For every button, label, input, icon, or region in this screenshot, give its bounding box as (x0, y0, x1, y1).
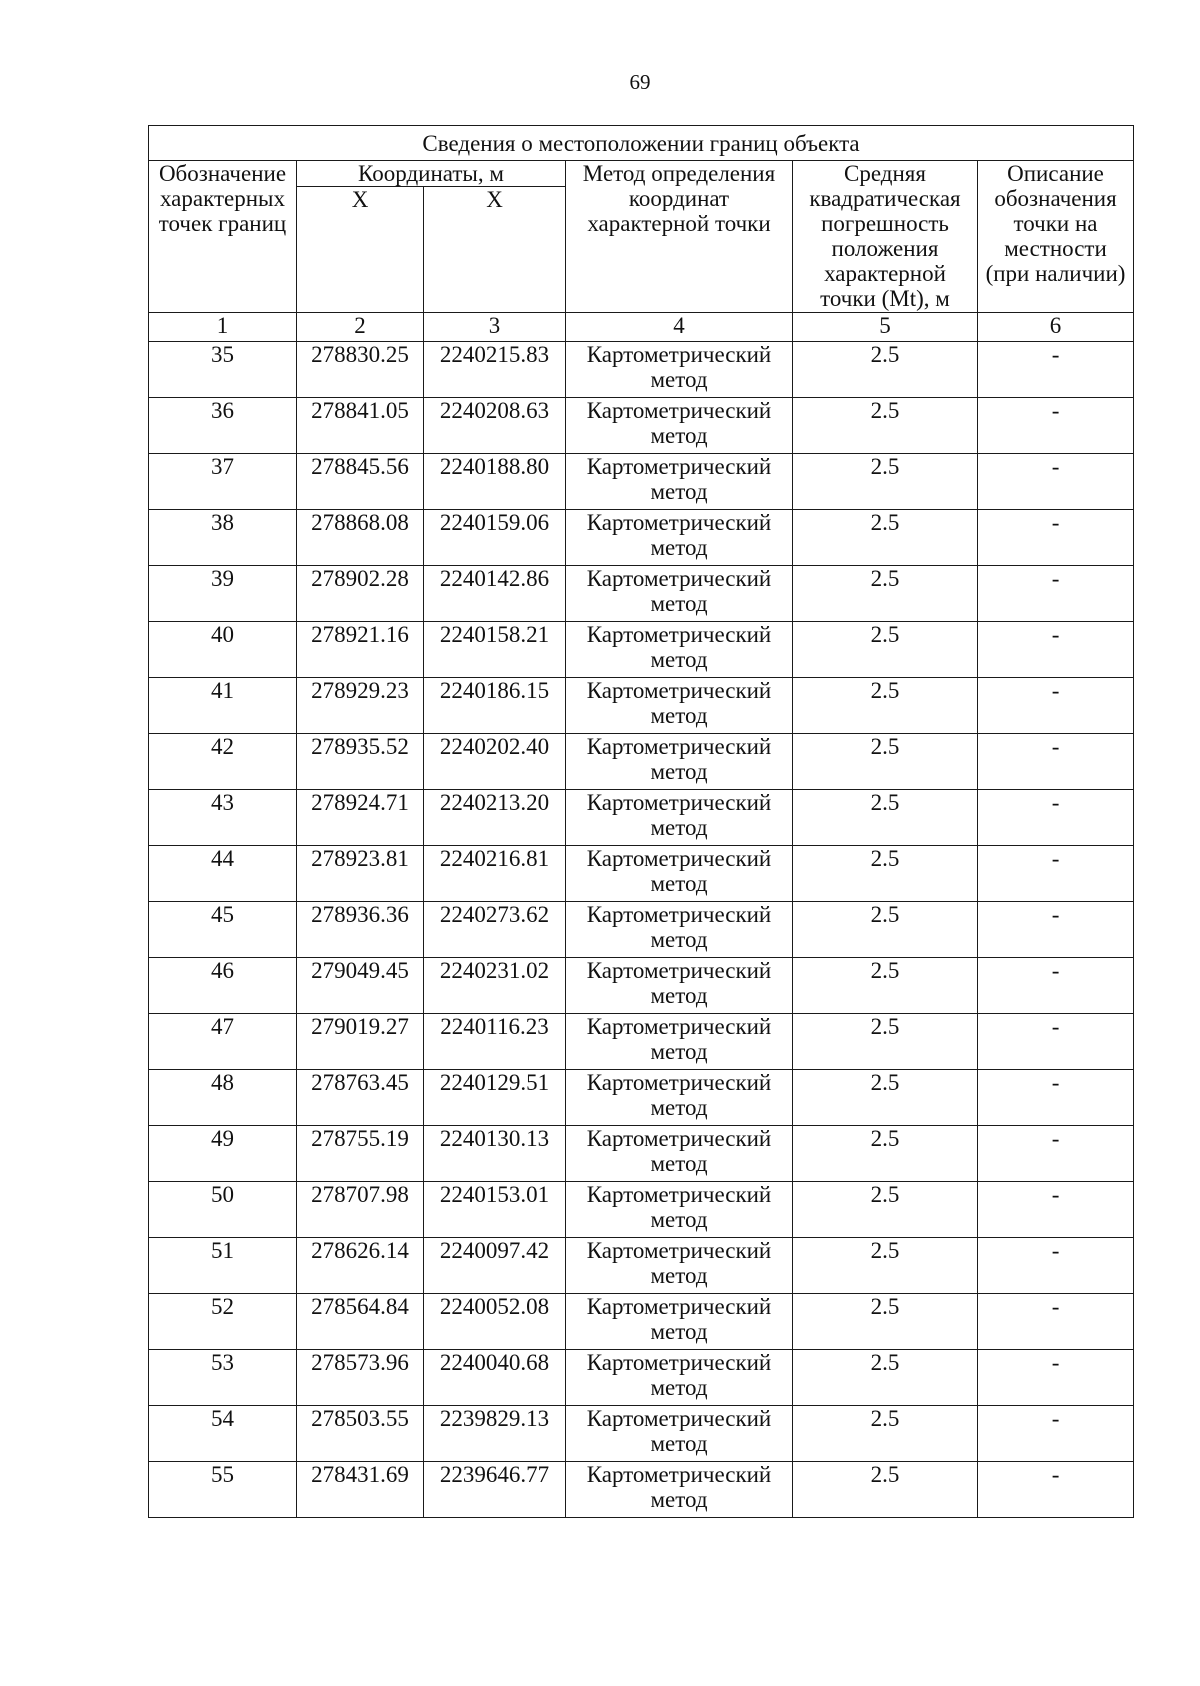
method-cell: Картометрический метод (566, 622, 793, 678)
table-row (149, 902, 1134, 958)
coord-x-cell: 278626.14 (297, 1238, 424, 1294)
table-row (149, 1182, 1134, 1238)
method-cell: Картометрический метод (566, 790, 793, 846)
header-method: Метод определения координат характерной точки (566, 161, 793, 313)
header-description: Описание обозначения точки на местности (при наличии) (978, 161, 1134, 313)
table-row (149, 454, 1134, 510)
description-cell: - (978, 1294, 1134, 1350)
coord-x-cell: 278755.19 (297, 1126, 424, 1182)
method-cell: Картометрический метод (566, 566, 793, 622)
table-row (149, 846, 1134, 902)
coord-y-cell: 2240273.62 (424, 902, 566, 958)
error-cell: 2.5 (793, 1070, 978, 1126)
table-row (149, 734, 1134, 790)
coord-y-cell: 2240208.63 (424, 398, 566, 454)
error-cell: 2.5 (793, 790, 978, 846)
table-row (149, 622, 1134, 678)
method-cell: Картометрический метод (566, 1182, 793, 1238)
coord-x-cell: 278763.45 (297, 1070, 424, 1126)
method-cell: Картометрический метод (566, 454, 793, 510)
coord-x-cell: 278923.81 (297, 846, 424, 902)
description-cell: - (978, 398, 1134, 454)
coord-x-cell: 278868.08 (297, 510, 424, 566)
point-cell: 53 (149, 1350, 297, 1406)
method-cell: Картометрический метод (566, 1350, 793, 1406)
column-number: 5 (793, 313, 978, 342)
method-cell: Картометрический метод (566, 958, 793, 1014)
description-cell: - (978, 902, 1134, 958)
error-cell: 2.5 (793, 846, 978, 902)
table-row (149, 1126, 1134, 1182)
header-coords: Координаты, м (297, 161, 566, 187)
coord-y-cell: 2240158.21 (424, 622, 566, 678)
method-cell: Картометрический метод (566, 902, 793, 958)
coord-x-cell: 278936.36 (297, 902, 424, 958)
table-row (149, 510, 1134, 566)
column-number: 1 (149, 313, 297, 342)
coord-y-cell: 2240129.51 (424, 1070, 566, 1126)
point-cell: 37 (149, 454, 297, 510)
coord-x-cell: 279019.27 (297, 1014, 424, 1070)
coord-y-cell: 2240142.86 (424, 566, 566, 622)
description-cell: - (978, 790, 1134, 846)
point-cell: 40 (149, 622, 297, 678)
point-cell: 49 (149, 1126, 297, 1182)
coord-x-cell: 278929.23 (297, 678, 424, 734)
error-cell: 2.5 (793, 622, 978, 678)
header-x2: X (424, 187, 566, 313)
error-cell: 2.5 (793, 1126, 978, 1182)
description-cell: - (978, 1070, 1134, 1126)
header-point: Обозначение характерных точек границ (149, 161, 297, 313)
description-cell: - (978, 1462, 1134, 1518)
error-cell: 2.5 (793, 510, 978, 566)
column-number: 3 (424, 313, 566, 342)
coord-x-cell: 278845.56 (297, 454, 424, 510)
method-cell: Картометрический метод (566, 342, 793, 398)
description-cell: - (978, 1182, 1134, 1238)
table-row (149, 1462, 1134, 1518)
point-cell: 36 (149, 398, 297, 454)
coord-y-cell: 2240153.01 (424, 1182, 566, 1238)
point-cell: 46 (149, 958, 297, 1014)
point-cell: 54 (149, 1406, 297, 1462)
point-cell: 41 (149, 678, 297, 734)
coord-y-cell: 2239646.77 (424, 1462, 566, 1518)
column-number: 2 (297, 313, 424, 342)
point-cell: 39 (149, 566, 297, 622)
coord-x-cell: 278921.16 (297, 622, 424, 678)
coord-x-cell: 278503.55 (297, 1406, 424, 1462)
description-cell: - (978, 622, 1134, 678)
coord-x-cell: 278902.28 (297, 566, 424, 622)
point-cell: 42 (149, 734, 297, 790)
description-cell: - (978, 454, 1134, 510)
error-cell: 2.5 (793, 398, 978, 454)
error-cell: 2.5 (793, 1406, 978, 1462)
error-cell: 2.5 (793, 1182, 978, 1238)
error-cell: 2.5 (793, 1462, 978, 1518)
method-cell: Картометрический метод (566, 678, 793, 734)
coord-y-cell: 2240188.80 (424, 454, 566, 510)
description-cell: - (978, 510, 1134, 566)
error-cell: 2.5 (793, 1014, 978, 1070)
error-cell: 2.5 (793, 1350, 978, 1406)
point-cell: 43 (149, 790, 297, 846)
table-title: Сведения о местоположении границ объекта (149, 126, 1134, 161)
coord-x-cell: 278924.71 (297, 790, 424, 846)
point-cell: 44 (149, 846, 297, 902)
error-cell: 2.5 (793, 454, 978, 510)
table-row (149, 342, 1134, 398)
coord-x-cell: 278707.98 (297, 1182, 424, 1238)
table-row (149, 1070, 1134, 1126)
point-cell: 52 (149, 1294, 297, 1350)
error-cell: 2.5 (793, 734, 978, 790)
method-cell: Картометрический метод (566, 398, 793, 454)
table-row (149, 566, 1134, 622)
method-cell: Картометрический метод (566, 1126, 793, 1182)
coord-x-cell: 278841.05 (297, 398, 424, 454)
error-cell: 2.5 (793, 958, 978, 1014)
table-row (149, 1350, 1134, 1406)
coord-x-cell: 278573.96 (297, 1350, 424, 1406)
table-row (149, 1294, 1134, 1350)
table-row (149, 1406, 1134, 1462)
column-number: 4 (566, 313, 793, 342)
point-cell: 47 (149, 1014, 297, 1070)
coord-x-cell: 278431.69 (297, 1462, 424, 1518)
point-cell: 38 (149, 510, 297, 566)
point-cell: 51 (149, 1238, 297, 1294)
description-cell: - (978, 1406, 1134, 1462)
description-cell: - (978, 1350, 1134, 1406)
page-number: 69 (629, 70, 651, 94)
table-body (149, 342, 1134, 1518)
method-cell: Картометрический метод (566, 510, 793, 566)
table-row (149, 398, 1134, 454)
coord-x-cell: 278830.25 (297, 342, 424, 398)
column-number: 6 (978, 313, 1134, 342)
description-cell: - (978, 958, 1134, 1014)
point-cell: 50 (149, 1182, 297, 1238)
table-row (149, 790, 1134, 846)
coord-y-cell: 2240159.06 (424, 510, 566, 566)
description-cell: - (978, 734, 1134, 790)
point-cell: 55 (149, 1462, 297, 1518)
description-cell: - (978, 1014, 1134, 1070)
coord-y-cell: 2240231.02 (424, 958, 566, 1014)
method-cell: Картометрический метод (566, 1238, 793, 1294)
description-cell: - (978, 342, 1134, 398)
coord-y-cell: 2240040.68 (424, 1350, 566, 1406)
method-cell: Картометрический метод (566, 1406, 793, 1462)
coord-y-cell: 2240116.23 (424, 1014, 566, 1070)
error-cell: 2.5 (793, 1238, 978, 1294)
coord-y-cell: 2240130.13 (424, 1126, 566, 1182)
description-cell: - (978, 846, 1134, 902)
table-row (149, 678, 1134, 734)
coord-x-cell: 279049.45 (297, 958, 424, 1014)
error-cell: 2.5 (793, 678, 978, 734)
coord-y-cell: 2240202.40 (424, 734, 566, 790)
error-cell: 2.5 (793, 566, 978, 622)
method-cell: Картометрический метод (566, 1294, 793, 1350)
table-row (149, 1238, 1134, 1294)
description-cell: - (978, 1238, 1134, 1294)
coord-y-cell: 2240186.15 (424, 678, 566, 734)
table-row (149, 958, 1134, 1014)
boundary-points-table (148, 125, 1134, 1518)
error-cell: 2.5 (793, 1294, 978, 1350)
column-numbers-row (149, 313, 1134, 342)
coord-y-cell: 2240213.20 (424, 790, 566, 846)
header-x1: X (297, 187, 424, 313)
coord-y-cell: 2240216.81 (424, 846, 566, 902)
point-cell: 45 (149, 902, 297, 958)
point-cell: 35 (149, 342, 297, 398)
method-cell: Картометрический метод (566, 1014, 793, 1070)
method-cell: Картометрический метод (566, 1462, 793, 1518)
header-error: Средняя квадратическая погрешность положения характерной точки (Mt), м (793, 161, 978, 313)
error-cell: 2.5 (793, 342, 978, 398)
coord-x-cell: 278935.52 (297, 734, 424, 790)
table-row (149, 1014, 1134, 1070)
method-cell: Картометрический метод (566, 1070, 793, 1126)
coord-y-cell: 2240215.83 (424, 342, 566, 398)
error-cell: 2.5 (793, 902, 978, 958)
method-cell: Картометрический метод (566, 734, 793, 790)
coord-y-cell: 2240097.42 (424, 1238, 566, 1294)
method-cell: Картометрический метод (566, 846, 793, 902)
coord-y-cell: 2239829.13 (424, 1406, 566, 1462)
description-cell: - (978, 1126, 1134, 1182)
point-cell: 48 (149, 1070, 297, 1126)
description-cell: - (978, 678, 1134, 734)
description-cell: - (978, 566, 1134, 622)
coord-y-cell: 2240052.08 (424, 1294, 566, 1350)
coord-x-cell: 278564.84 (297, 1294, 424, 1350)
